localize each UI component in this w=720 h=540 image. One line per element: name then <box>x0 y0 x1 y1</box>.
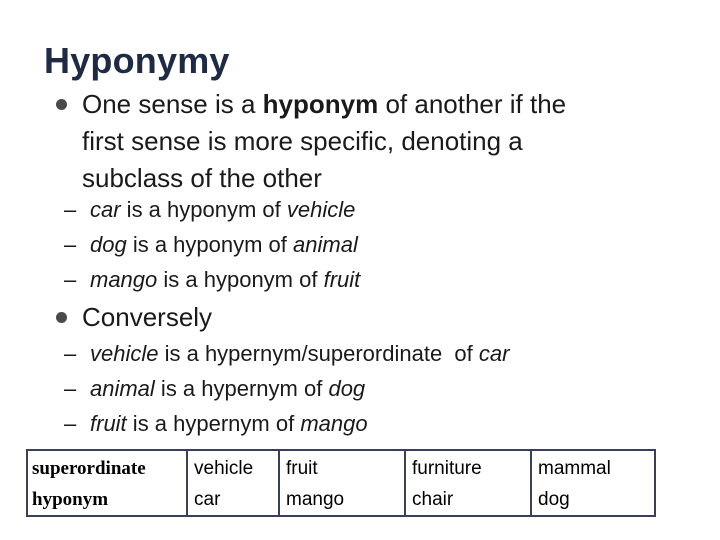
table-cell: car <box>187 484 279 516</box>
text-span: is a hypernym of <box>154 376 329 401</box>
bullet-text: Conversely <box>82 302 213 332</box>
dash-marker: – <box>64 341 77 366</box>
text-span: is a hyponym of <box>126 232 294 257</box>
bullet-dot <box>56 312 67 323</box>
text-span: of another if the <box>378 89 567 119</box>
term: dog <box>90 232 127 257</box>
table-cell: vehicle <box>187 450 279 484</box>
sub-bullet <box>64 192 356 227</box>
sub-bullet <box>64 371 366 406</box>
term: vehicle <box>286 197 356 222</box>
table-cell: superordinate <box>27 450 187 484</box>
text-span: is a hyponym of <box>157 267 324 292</box>
table-cell: fruit <box>279 450 405 484</box>
term: car <box>478 341 510 366</box>
sub-bullet <box>64 227 358 262</box>
term: animal <box>293 232 358 257</box>
bullet-dot <box>56 99 67 110</box>
hyponym-table <box>26 449 656 517</box>
table-cell: mango <box>279 484 405 516</box>
dash-marker: – <box>64 411 77 436</box>
table-cell: furniture <box>405 450 531 484</box>
term: mango <box>90 267 158 292</box>
dash-marker: – <box>64 232 77 257</box>
term: animal <box>90 376 155 401</box>
term: fruit <box>90 411 127 436</box>
term: vehicle <box>90 341 159 366</box>
dash-marker: – <box>64 376 77 401</box>
sub-bullet <box>64 406 368 441</box>
table-cell: hyponym <box>27 484 187 516</box>
bullet-line <box>82 86 566 123</box>
text-span: is a hyponym of <box>120 197 287 222</box>
dash-marker: – <box>64 267 77 292</box>
sub-bullet <box>64 336 510 371</box>
term: mango <box>300 411 368 436</box>
table-cell: chair <box>405 484 531 516</box>
keyword-hyponym: hyponym <box>262 89 379 119</box>
term: car <box>90 197 121 222</box>
term: fruit <box>323 267 361 292</box>
sub-bullet <box>64 262 361 297</box>
text-span: is a hypernym of <box>126 411 301 436</box>
bullet-line: subclass of the other <box>82 163 322 193</box>
bullet-line: first sense is more specific, denoting a <box>82 126 523 156</box>
table-cell: mammal <box>531 450 655 484</box>
text-span: is a hypernym/superordinate of <box>158 341 479 366</box>
term: dog <box>328 376 366 401</box>
text-span: One sense is a <box>82 89 263 119</box>
table-cell: dog <box>531 484 655 516</box>
table-row <box>27 450 655 484</box>
table-row <box>27 484 655 516</box>
bullet-text <box>82 86 566 197</box>
slide-title: Hyponymy <box>44 40 230 81</box>
dash-marker: – <box>64 197 77 222</box>
